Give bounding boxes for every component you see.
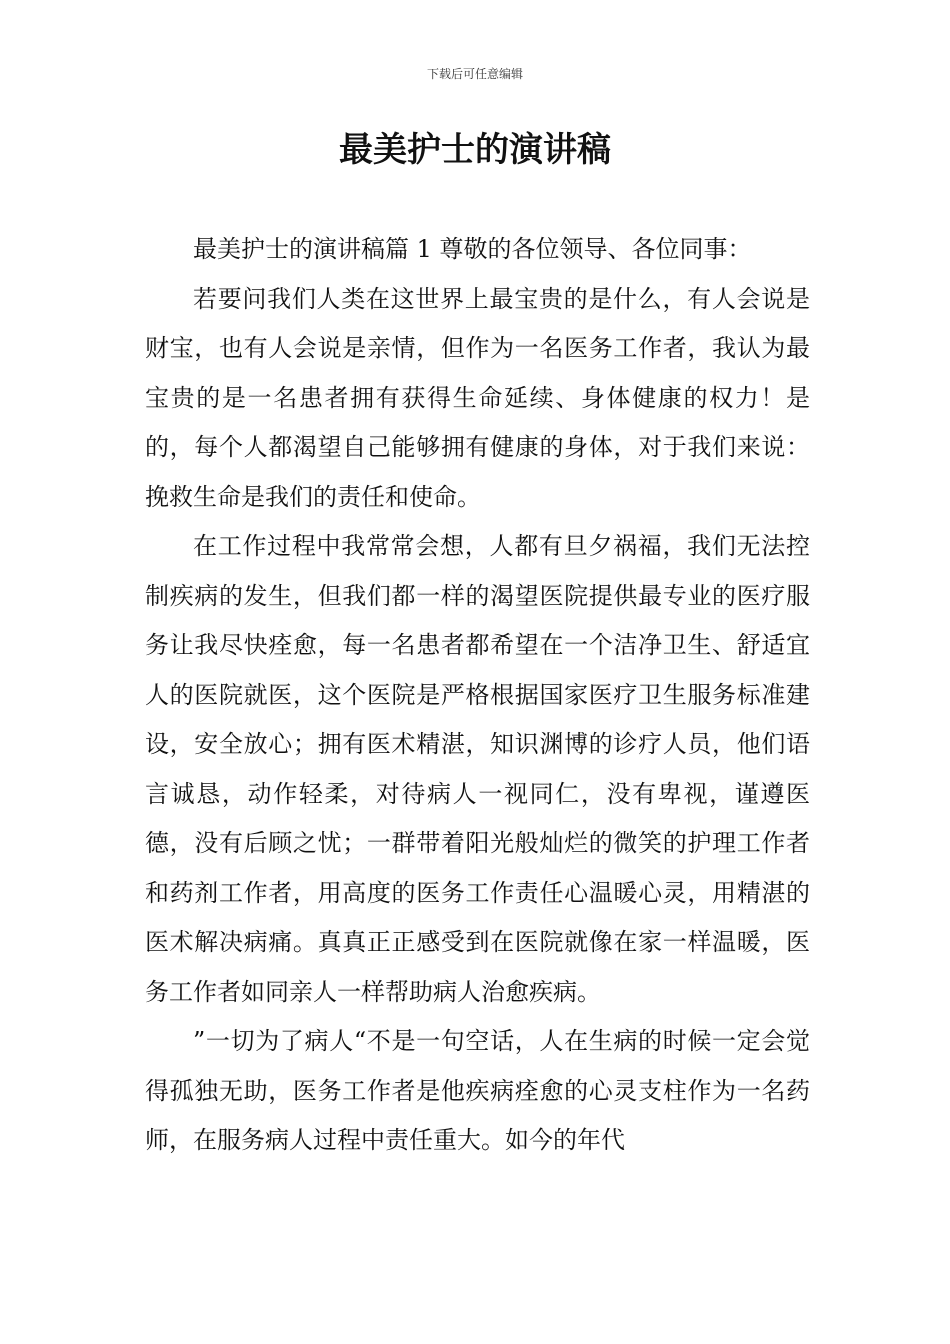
- paragraph: 若要问我们人类在这世界上最宝贵的是什么，有人会说是财宝，也有人会说是亲情，但作为一名医务工作者，我认为最宝贵的是一名患者拥有获得生命延续、身体健康的权力！是的，每个人都渴望自己能够拥有健康的身体，对于我们来说：挽救生命是我们的责任和使命。: [145, 284, 810, 511]
- paragraph: ”一切为了病人“不是一句空话，人在生病的时候一定会觉得孤独无助，医务工作者是他疾病痊愈的心灵支柱作为一名药师，在服务病人过程中责任重大。如今的年代: [145, 1027, 810, 1154]
- document-title: 最美护士的演讲稿: [339, 130, 611, 170]
- paragraph: 在工作过程中我常常会想，人都有旦夕祸福，我们无法控制疾病的发生，但我们都一样的渴望医院提供最专业的医疗服务让我尽快痊愈，每一名患者都希望在一个洁净卫生、舒适宜人的医院就医，这个医院是严格根据国家医疗卫生服务标准建设，安全放心；拥有医术精湛，知识渊博的诊疗人员，他们语言诚恳，动作轻柔，对待病人一视同仁，没有卑视，谨遵医德，没有后顾之忧；一群带着阳光般灿烂的微笑的护理工作者和药剂工作者，用高度的医务工作责任心温暖心灵，用精湛的医术解决病痛。真真正正感受到在医院就像在家一样温暖，医务工作者如同亲人一样帮助病人治愈疾病。: [145, 532, 810, 1006]
- paragraph-salutation: 最美护士的演讲稿篇 1 尊敬的各位领导、各位同事：: [193, 235, 752, 263]
- header-note: 下载后可任意编辑: [426, 67, 523, 81]
- document-body: [145, 225, 810, 1166]
